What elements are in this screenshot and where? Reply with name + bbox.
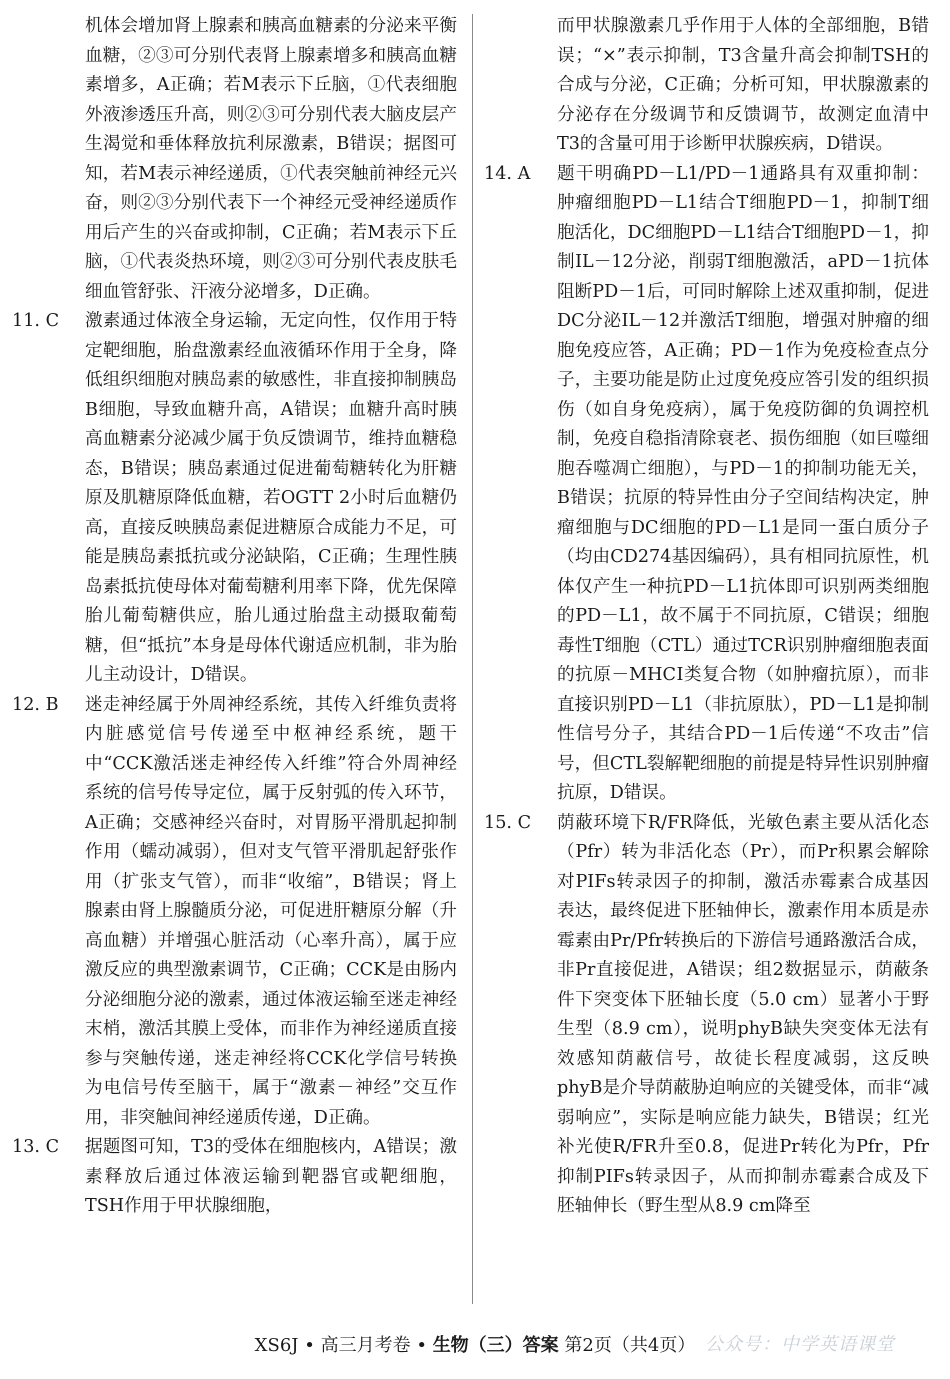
answer-number: 12. B <box>12 694 59 715</box>
answer-explanation: 激素通过体液全身运输，无定向性，仅作用于特定靶细胞，胎盘激素经血液循环作用于全身，降低组织细胞对胰岛素的敏感性，非直接抑制胰岛B细胞，导致血糖升高，A错误；血糖升高时胰高血糖素分泌减少属于负反馈调节，维持血糖稳态，B错误；胰岛素通过促进葡萄糖转化为肝糖原及肌糖原降低血糖，若OGTT 2小时后血糖仍高，直接反映胰岛素促进糖原合成能力不足，可能是胰岛素抵抗或分泌缺陷，C正确；生理性胰岛素抵抗使母体对葡萄糖利用率下降，优先保障胎儿葡萄糖供应，胎儿通过胎盘主动摄取葡萄糖，但“抵抗”本身是母体代谢适应机制，非为胎儿主动设计，D错误。 <box>85 311 457 685</box>
column-divider <box>472 14 473 1304</box>
answer-number: 11. C <box>12 311 60 331</box>
answer-number: 15. C <box>484 812 532 833</box>
answer-explanation: 荫蔽环境下R/FR降低，光敏色素主要从活化态（Pfr）转为非活化态（Pr），而Pr积累会解除对PIFs转录因子的抑制，激活赤霉素合成基因表达，最终促进下胚轴伸长，激素作用本质是赤霉素由Pr/Pfr转换后的下游信号通路激活合成，非Pr直接促进，A错误；组2数据显示，荫蔽条件下突变体下胚轴长度（5.0 cm）显著小于野生型（8.9 cm），说明phyB缺失突变体无法有效感知荫蔽信号，故徒长程度减弱，这反映phyB是介导荫蔽胁迫响应的关键受体，而非“减弱响应”，实际是响应能力缺失，B错误；红光补光使R/FR升至0.8，促进Pr转化为Pfr，Pfr抑制PIFs转录因子，从而抑制赤霉素合成及下胚轴伸长（野生型从8.9 cm降至 <box>557 812 929 1216</box>
watermark: 公众号：中学英语课堂 <box>705 1334 895 1355</box>
right-intro-paragraph: 而甲状腺激素几乎作用于人体的全部细胞，B错误；“×”表示抑制，T3含量升高会抑制TSH的合成与分泌，C正确；分析可知，甲状腺激素的分泌存在分级调节和反馈调节，故测定血清中T3的含量可用于诊断甲状腺疾病，D错误。 <box>557 16 929 154</box>
footer-separator: • <box>304 1335 315 1356</box>
answer-explanation: 据题图可知，T3的受体在细胞核内，A错误；激素释放后通过体液运输到靶器官或靶细胞，TSH作用于甲状腺细胞， <box>85 1137 457 1216</box>
footer-code: XS6J <box>254 1335 299 1356</box>
answer-number: 14. A <box>484 163 531 184</box>
answer-item-12 <box>12 691 457 1134</box>
answer-number: 13. C <box>12 1137 60 1157</box>
right-column <box>484 12 929 1222</box>
answer-item-13 <box>12 1133 457 1222</box>
answer-item-15 <box>484 809 929 1222</box>
answer-item-14 <box>484 160 929 809</box>
answer-explanation: 迷走神经属于外周神经系统，其传入纤维负责将内脏感觉信号传递至中枢神经系统，题干中“CCK激活迷走神经传入纤维”符合外周神经系统的信号传导定位，属于反射弧的传入环节，A正确；交感神经兴奋时，对胃肠平滑肌起抑制作用（蠕动减弱），但对支气管平滑肌起舒张作用（扩张支气管），而非“收缩”，B错误；肾上腺素由肾上腺髓质分泌，可促进肝糖原分解（升高血糖）并增强心脏活动（心率升高），属于应激反应的典型激素调节，C正确；CCK是由肠内分泌细胞分泌的激素，通过体液运输至迷走神经末梢，激活其膜上受体，而非作为神经递质直接参与突触传递，迷走神经将CCK化学信号转换为电信号传至脑干，属于“激素－神经”交互作用，非突触间神经递质传递，D正确。 <box>85 694 457 1128</box>
answer-item-11 <box>12 307 457 691</box>
footer-page-number: 第2页（共4页） <box>564 1335 696 1356</box>
footer-exam: 高三月考卷 <box>320 1335 411 1356</box>
left-column <box>12 12 457 1222</box>
left-intro-paragraph: 机体会增加肾上腺素和胰高血糖素的分泌来平衡血糖，②③可分别代表肾上腺素增多和胰高血糖素增多，A正确；若M表示下丘脑，①代表细胞外液渗透压升高，则②③可分别代表大脑皮层产生渴觉和垂体释放抗利尿激素，B错误；据图可知，若M表示神经递质，①代表突触前神经元兴奋，则②③分别代表下一个神经元受神经递质作用后产生的兴奋或抑制，C正确；若M表示下丘脑，①代表炎热环境，则②③可分别代表皮肤毛细血管舒张、汗液分泌增多，D正确。 <box>85 16 457 302</box>
footer-separator: • <box>416 1335 427 1356</box>
answer-explanation: 题干明确PD－L1/PD－1通路具有双重抑制：肿瘤细胞PD－L1结合T细胞PD－1，抑制T细胞活化，DC细胞PD－L1结合T细胞PD－1，抑制IL－12分泌，削弱T细胞激活，aPD－1抗体阻断PD－1后，可同时解除上述双重抑制，促进DC分泌IL－12并激活T细胞，增强对肿瘤的细胞免疫应答，A正确；PD－1作为免疫检查点分子，主要功能是防止过度免疫应答引发的组织损伤（如自身免疫病），属于免疫防御的负调控机制，免疫自稳指清除衰老、损伤细胞（如巨噬细胞吞噬凋亡细胞），与PD－1的抑制功能无关，B错误；抗原的特异性由分子空间结构决定，肿瘤细胞与DC细胞的PD－L1是同一蛋白质分子（均由CD274基因编码），具有相同抗原性，机体仅产生一种抗PD－L1抗体即可识别两类细胞的PD－L1，故不属于不同抗原，C错误；细胞毒性T细胞（CTL）通过TCR识别肿瘤细胞表面的抗原－MHCⅠ类复合物（如肿瘤抗原），而非直接识别PD－L1（非抗原肽），PD－L1是抑制性信号分子，其结合PD－1后传递“不攻击”信号，但CTL裂解靶细胞的前提是特异性识别肿瘤抗原，D错误。 <box>557 163 929 803</box>
footer-subject: 生物（三）答案 <box>432 1335 559 1356</box>
